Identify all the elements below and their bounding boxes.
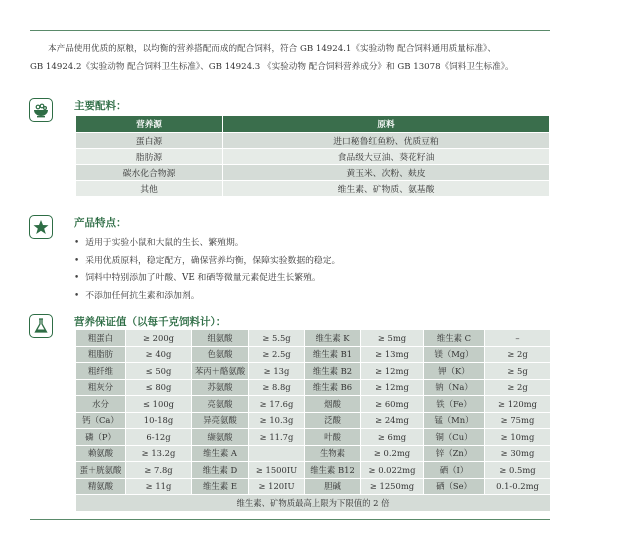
nutrient-name: 精氨酸 (76, 478, 126, 495)
bowl-icon (29, 98, 53, 122)
nutrient-value: ≥ 40g (126, 346, 192, 363)
nutrient-value: ≥ 17.6g (249, 396, 305, 413)
nutrient-value: ≥ 10.3g (249, 412, 305, 429)
ingredient-material: 维生素、矿物质、氨基酸 (223, 181, 550, 197)
nutrient-value: ≥ 10mg (485, 429, 551, 446)
nutrient-value: ≥ 12mg (361, 379, 424, 396)
nutrient-value: ≥ 5g (485, 363, 551, 380)
nutrient-value: ≥ 75mg (485, 412, 551, 429)
nutrient-value: ≥ 5.5g (249, 330, 305, 347)
nutrient-value (249, 445, 305, 462)
nutrient-value: 0.1-0.2mg (485, 478, 551, 495)
table-row (76, 363, 551, 380)
table-row (76, 133, 550, 149)
flask-icon (29, 314, 53, 338)
table-row (76, 379, 551, 396)
table-row (76, 495, 551, 512)
nutrient-name: 维生素 B12 (305, 462, 361, 479)
header-source: 营养源 (76, 116, 223, 133)
intro-line-1: 本产品使用优质的原粮，以均衡的营养搭配而成的配合饲料，符合 GB 14924.1《实验动物 配合饲料通用质量标准》、 (48, 44, 496, 54)
table-row (76, 181, 550, 197)
nutrient-name: 水分 (76, 396, 126, 413)
nutrient-value: ≥ 2g (485, 379, 551, 396)
nutrient-value: ≥ 5mg (361, 330, 424, 347)
ingredient-source: 碳水化合物源 (76, 165, 223, 181)
nutrient-name: 维生素 B1 (305, 346, 361, 363)
nutrient-name: 粗蛋白 (76, 330, 126, 347)
nutrient-value: ≥ 2g (485, 346, 551, 363)
nutrient-name: 生物素 (305, 445, 361, 462)
nutrient-name: 维生素 E (192, 478, 249, 495)
nutrient-value: ≥ 11.7g (249, 429, 305, 446)
table-row (76, 445, 551, 462)
intro-paragraph (30, 40, 560, 76)
ingredients-title: 主要配料： (74, 100, 127, 112)
nutrient-name: 苯丙＋酪氨酸 (192, 363, 249, 380)
nutrient-value: ≥ 8.8g (249, 379, 305, 396)
ingredient-source: 其他 (76, 181, 223, 197)
ingredients-table (75, 115, 550, 197)
list-item: • 采用优质原料，稳定配方，确保营养均衡，保障实验数据的稳定。 (74, 253, 340, 271)
ingredient-source: 蛋白源 (76, 133, 223, 149)
nutrient-name: 钠（Na） (424, 379, 485, 396)
table-row (76, 462, 551, 479)
table-row (76, 330, 551, 347)
nutrient-name: 维生素 K (305, 330, 361, 347)
nutrient-value: ≥ 120IU (249, 478, 305, 495)
nutrient-name: 维生素 D (192, 462, 249, 479)
nutrient-name: 亮氨酸 (192, 396, 249, 413)
ingredients-header-row (76, 116, 550, 133)
nutrient-name: 泛酸 (305, 412, 361, 429)
ingredient-material: 进口秘鲁红鱼粉、优质豆粕 (223, 133, 550, 149)
nutrient-name: 铁（Fe） (424, 396, 485, 413)
nutrient-name: 锌（Zn） (424, 445, 485, 462)
nutrient-value: ≥ 0.022mg (361, 462, 424, 479)
nutrient-value: ≥ 24mg (361, 412, 424, 429)
nutrient-name: 蛋＋胱氨酸 (76, 462, 126, 479)
nutrient-value: ≤ 100g (126, 396, 192, 413)
table-row (76, 165, 550, 181)
nutrient-name: 粗脂肪 (76, 346, 126, 363)
features-list (74, 235, 340, 305)
table-row (76, 478, 551, 495)
nutrient-value: ≥ 60mg (361, 396, 424, 413)
nutrient-name: 苏氨酸 (192, 379, 249, 396)
ingredient-material: 黄玉米、次粉、麸皮 (223, 165, 550, 181)
nutrient-value: ≥ 13.2g (126, 445, 192, 462)
nutrient-name: 硒（Se） (424, 478, 485, 495)
nutrient-name: 磷（P） (76, 429, 126, 446)
nutrient-name: 钾（K） (424, 363, 485, 380)
nutrient-value: ≥ 0.5mg (485, 462, 551, 479)
list-item: • 饲料中特别添加了叶酸、VE 和硒等微量元素促进生长繁殖。 (74, 270, 340, 288)
nutrient-name: 锰（Mn） (424, 412, 485, 429)
table-row (76, 346, 551, 363)
nutrient-value: ≥ 1250mg (361, 478, 424, 495)
nutrient-name: 维生素 B2 (305, 363, 361, 380)
intro-line-2: GB 14924.2《实验动物 配合饲料卫生标准》、GB 14924.3 《实验动物 配合饲料营养成分》和 GB 13078《饲料卫生标准》。 (30, 62, 514, 72)
table-row (76, 429, 551, 446)
nutrition-table (75, 329, 551, 512)
nutrient-name: 粗纤维 (76, 363, 126, 380)
nutrient-name: 镁（Mg） (424, 346, 485, 363)
nutrient-name: 铜（Cu） (424, 429, 485, 446)
nutrition-title: 营养保证值（以每千克饲料计）： (74, 316, 227, 328)
nutrient-value: ≤ 80g (126, 379, 192, 396)
table-row (76, 149, 550, 165)
nutrient-value: ≥ 13mg (361, 346, 424, 363)
nutrient-value: ≤ 50g (126, 363, 192, 380)
bottom-divider (30, 519, 550, 520)
nutrient-value: 10-18g (126, 412, 192, 429)
features-title: 产品特点： (74, 217, 127, 229)
nutrient-name: 粗灰分 (76, 379, 126, 396)
nutrient-name: 烟酸 (305, 396, 361, 413)
nutrient-name: 组氨酸 (192, 330, 249, 347)
nutrient-value: ≥ 0.2mg (361, 445, 424, 462)
star-icon (29, 215, 53, 239)
table-row (76, 412, 551, 429)
top-divider (30, 30, 550, 31)
nutrient-value: ≥ 2.5g (249, 346, 305, 363)
header-material: 原料 (223, 116, 550, 133)
nutrient-name: 赖氨酸 (76, 445, 126, 462)
nutrition-footnote: 维生素、矿物质最高上限为下限值的 2 倍 (76, 495, 551, 512)
nutrient-name: 硒（I） (424, 462, 485, 479)
nutrient-value: ≥ 6mg (361, 429, 424, 446)
nutrient-name: 色氨酸 (192, 346, 249, 363)
nutrient-value: ≥ 13g (249, 363, 305, 380)
nutrient-name: 叶酸 (305, 429, 361, 446)
nutrient-name: 钙（Ca） (76, 412, 126, 429)
nutrient-name: 胆碱 (305, 478, 361, 495)
ingredient-source: 脂肪源 (76, 149, 223, 165)
list-item: • 适用于实验小鼠和大鼠的生长、繁殖期。 (74, 235, 340, 253)
table-row (76, 396, 551, 413)
nutrient-value: 6-12g (126, 429, 192, 446)
nutrient-value: ≥ 120mg (485, 396, 551, 413)
nutrient-name: 缬氨酸 (192, 429, 249, 446)
nutrient-value: ≥ 12mg (361, 363, 424, 380)
nutrient-value: ≥ 30mg (485, 445, 551, 462)
ingredient-material: 食品级大豆油、葵花籽油 (223, 149, 550, 165)
nutrient-name: 维生素 A (192, 445, 249, 462)
list-item: • 不添加任何抗生素和添加剂。 (74, 288, 340, 306)
nutrient-value: – (485, 330, 551, 347)
nutrient-value: ≥ 1500IU (249, 462, 305, 479)
nutrient-name: 维生素 B6 (305, 379, 361, 396)
nutrient-value: ≥ 200g (126, 330, 192, 347)
nutrient-name: 维生素 C (424, 330, 485, 347)
nutrient-name: 异亮氨酸 (192, 412, 249, 429)
nutrient-value: ≥ 11g (126, 478, 192, 495)
nutrient-value: ≥ 7.8g (126, 462, 192, 479)
